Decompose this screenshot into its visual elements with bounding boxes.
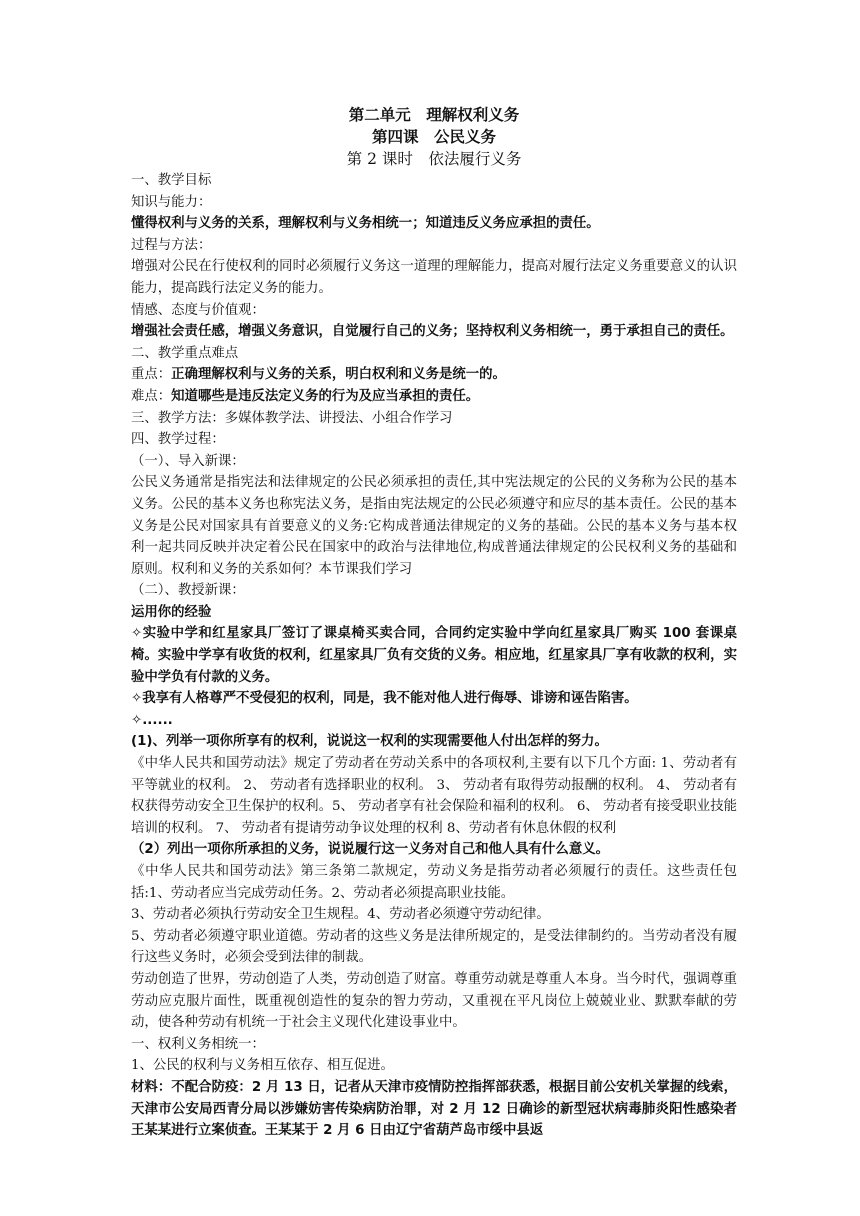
paragraph-text: 情感、态度与价值观： <box>131 302 265 318</box>
paragraph <box>131 731 737 753</box>
paragraph <box>131 1055 737 1077</box>
unit-title: 第二单元 理解权利义务 <box>348 106 520 124</box>
paragraph <box>131 213 737 235</box>
paragraph-text: 1、公民的权利与义务相互依存、相互促进。 <box>131 1058 394 1074</box>
paragraph-label: 难点： <box>131 388 172 404</box>
paragraph <box>131 343 737 365</box>
paragraph <box>131 839 737 861</box>
paragraph <box>131 170 737 192</box>
paragraph-text: （一）、导入新课： <box>131 453 245 469</box>
paragraph-label: 重点： <box>131 367 172 383</box>
paragraph <box>131 429 737 451</box>
paragraph-text: 《中华人民共和国劳动法》第三条第二款规定，劳动义务是指劳动者必须履行的责任。这些责任包括:1、劳动者应当完成劳动任务。2、劳动者必须提高职业技能。 <box>131 864 737 901</box>
paragraph-text: 四、教学过程： <box>131 432 225 448</box>
paragraph <box>131 321 737 343</box>
paragraph <box>131 364 737 386</box>
paragraph-text: ✧实验中学和红星家具厂签订了课桌椅买卖合同，合同约定实验中学向红星家具厂购买 100 套课桌椅。实验中学享有收货的权利，红星家具厂负有交货的义务。相应地，红星家具厂享有收款的权利，实验中学负有付款的义务。 <box>131 626 737 685</box>
paragraph-text: 知识与能力： <box>131 194 212 210</box>
paragraph <box>131 753 737 839</box>
paragraph-text: 运用你的经验 <box>131 604 212 620</box>
paragraph <box>131 688 737 710</box>
paragraph <box>131 472 737 580</box>
paragraph <box>131 926 737 969</box>
paragraph <box>131 710 737 732</box>
paragraph-text: 知道哪些是违反法定义务的行为及应当承担的责任。 <box>171 388 480 404</box>
paragraph-text: 二、教学重点难点 <box>131 345 239 361</box>
paragraph-text: 一、教学目标 <box>131 173 212 188</box>
paragraph-text: ✧...... <box>131 712 173 728</box>
paragraph-text: 一、权利义务相统一： <box>131 1036 265 1052</box>
paragraph-text: 劳动创造了世界，劳动创造了人类，劳动创造了财富。尊重劳动就是尊重人本身。当今时代，强调尊重劳动应克服片面性，既重视创造性的复杂的智力劳动，又重视在平凡岗位上兢兢业业、默默奉献的劳动，使各种劳动有机统一于社会主义现代化建设事业中。 <box>131 971 737 1031</box>
paragraph-text: (1)、列举一项你所享有的权利，说说这一权利的实现需要他人付出怎样的努力。 <box>131 734 608 750</box>
paragraph <box>131 969 737 1034</box>
paragraph <box>131 300 737 322</box>
paragraph-text: 正确理解权利与义务的关系，明白权利和义务是统一的。 <box>171 367 506 383</box>
paragraph <box>131 1077 737 1142</box>
paragraph-text: 过程与方法： <box>131 237 212 253</box>
paragraph-text: 增强社会责任感，增强义务意识，自觉履行自己的义务；坚持权利义务相统一，勇于承担自己的责任。 <box>131 324 734 340</box>
paragraph <box>131 861 737 904</box>
paragraph-text: 《中华人民共和国劳动法》规定了劳动者在劳动关系中的各项权利,主要有以下几个方面: 1、劳动者有平等就业的权利。 2、 劳动者有选择职业的权利。 3、 劳动者有取得劳动报酬的权利。 4、 劳动者有权获得劳动安全卫生保护的权利。5、 劳动者享有社会保险和福利的权利。 6、 劳动者有接受职业技能培训的权利。 7、 劳动者有提请劳动争议处理的权利 8、劳动者有休息休假的权利 <box>131 756 737 836</box>
paragraph <box>131 904 737 926</box>
paragraph <box>131 192 737 214</box>
paragraph-text: 3、劳动者必须执行劳动安全卫生规程。4、劳动者必须遵守劳动纪律。 <box>131 907 550 923</box>
paragraph-text: 懂得权利与义务的关系，理解权利与义务相统一；知道违反义务应承担的责任。 <box>131 216 600 232</box>
document-body <box>131 170 737 1142</box>
paragraph <box>131 386 737 408</box>
paragraph <box>131 235 737 257</box>
paragraph-text: 5、劳动者必须遵守职业道德。劳动者的这些义务是法律所规定的，是受法律制约的。当劳动者没有履行这些义务时，必须会受到法律的制裁。 <box>131 928 737 966</box>
paragraph-text: 材料：不配合防疫：2 月 13 日，记者从天津市疫情防控指挥部获悉，根据目前公安机关掌握的线索，天津市公安局西青分局以涉嫌妨害传染病防治罪，对 2 月 12 日确诊的新型冠状病毒肺炎阳性感染者王某某进行立案侦查。王某某于 2 月 6 日由辽宁省葫芦岛市绥中县返 <box>131 1079 737 1139</box>
paragraph-text: （二）、教授新课： <box>131 583 245 599</box>
paragraph-text: 增强对公民在行使权利的同时必须履行义务这一道理的理解能力，提高对履行法定义务重要意义的认识能力，提高践行法定义务的能力。 <box>131 259 737 296</box>
paragraph-text: （2）列出一项你所承担的义务，说说履行这一义务对自己和他人具有什么意义。 <box>131 842 609 858</box>
paragraph <box>131 602 737 624</box>
period-title: 第 2 课时 依法履行义务 <box>346 150 522 168</box>
lesson-title: 第四课 公民义务 <box>371 128 496 146</box>
paragraph-text: 公民义务通常是指宪法和法律规定的公民必须承担的责任,其中宪法规定的公民的义务称为公民的基本义务。公民的基本义务也称宪法义务，是指由宪法规定的公民必须遵守和应尽的基本责任。公民的基本义务是公民对国家具有首要意义的义务:它构成普通法律规定的义务的基础。公民的基本义务与基本权利一起共同反映并决定着公民在国家中的政治与法律地位,构成普通法律规定的公民权利义务的基础和原则。权利和义务的关系如何？本节课我们学习 <box>131 475 737 577</box>
paragraph <box>131 451 737 473</box>
paragraph <box>131 623 737 688</box>
paragraph <box>131 1034 737 1056</box>
document-page <box>131 104 737 1142</box>
paragraph <box>131 580 737 602</box>
paragraph-text: 三、教学方法：多媒体教学法、讲授法、小组合作学习 <box>131 410 453 426</box>
paragraph <box>131 408 737 430</box>
paragraph-text: ✧我享有人格尊严不受侵犯的权利，同是，我不能对他人进行侮辱、诽谤和诬告陷害。 <box>131 691 638 707</box>
paragraph <box>131 256 737 299</box>
